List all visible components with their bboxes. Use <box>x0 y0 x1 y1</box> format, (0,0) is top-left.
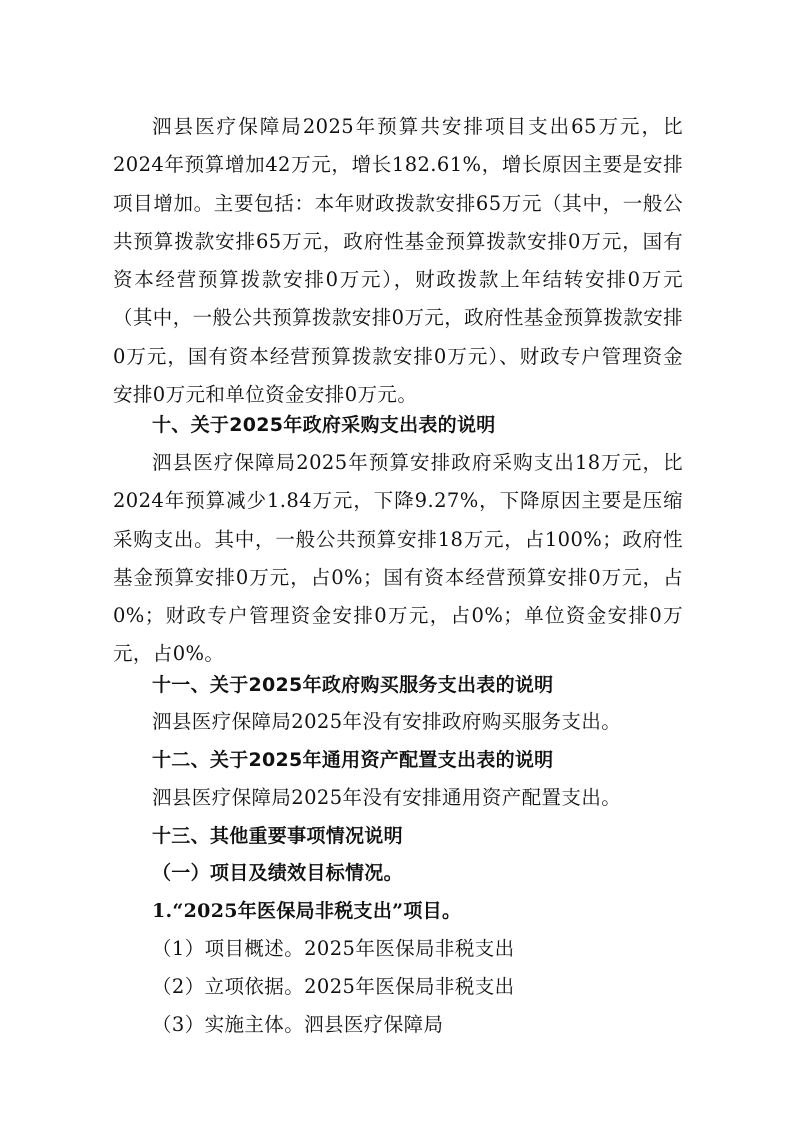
paragraph-purchase-services: 泗县医疗保障局2025年没有安排政府购买服务支出。 <box>152 710 622 733</box>
subheading-non-tax-project: 1.“2025年医保局非税支出”项目。 <box>152 900 462 922</box>
item-project-basis: （2）立项依据。2025年医保局非税支出 <box>152 975 515 998</box>
heading-section-13: 十三、其他重要事项情况说明 <box>152 825 403 847</box>
heading-section-12: 十二、关于2025年通用资产配置支出表的说明 <box>152 749 554 771</box>
heading-section-11: 十一、关于2025年政府购买服务支出表的说明 <box>152 674 554 696</box>
item-project-overview: （1）项目概述。2025年医保局非税支出 <box>152 937 515 960</box>
paragraph-asset-allocation: 泗县医疗保障局2025年没有安排通用资产配置支出。 <box>152 786 622 809</box>
paragraph-government-procurement: 泗县医疗保障局2025年预算安排政府采购支出18万元，比2024年预算减少1.84万元，下降9.27%，下降原因主要是压缩采购支出。其中，一般公共预算安排18万元，占100%；政府性基金预算安排0万元，占0%；国有资本经营预算安排0万元，占0%；财政专户管理资金安排0万元，占0%；单位资金安排0万元，占0%。 <box>113 451 683 666</box>
heading-section-10: 十、关于2025年政府采购支出表的说明 <box>152 414 496 436</box>
item-implementing-entity: （3）实施主体。泗县医疗保障局 <box>152 1013 444 1036</box>
subheading-project-performance: （一）项目及绩效目标情况。 <box>152 862 403 884</box>
paragraph-project-expenditure: 泗县医疗保障局2025年预算共安排项目支出65万元，比2024年预算增加42万元，增长182.61%，增长原因主要是安排项目增加。主要包括：本年财政拨款安排65万元（其中，一般公共预算拨款安排65万元，政府性基金预算拨款安排0万元，国有资本经营预算拨款安排0万元），财政拨款上年结转安排0万元（其中，一般公共预算拨款安排0万元，政府性基金预算拨款安排0万元，国有资本经营预算拨款安排0万元）、财政专户管理资金安排0万元和单位资金安排0万元。 <box>113 115 684 407</box>
